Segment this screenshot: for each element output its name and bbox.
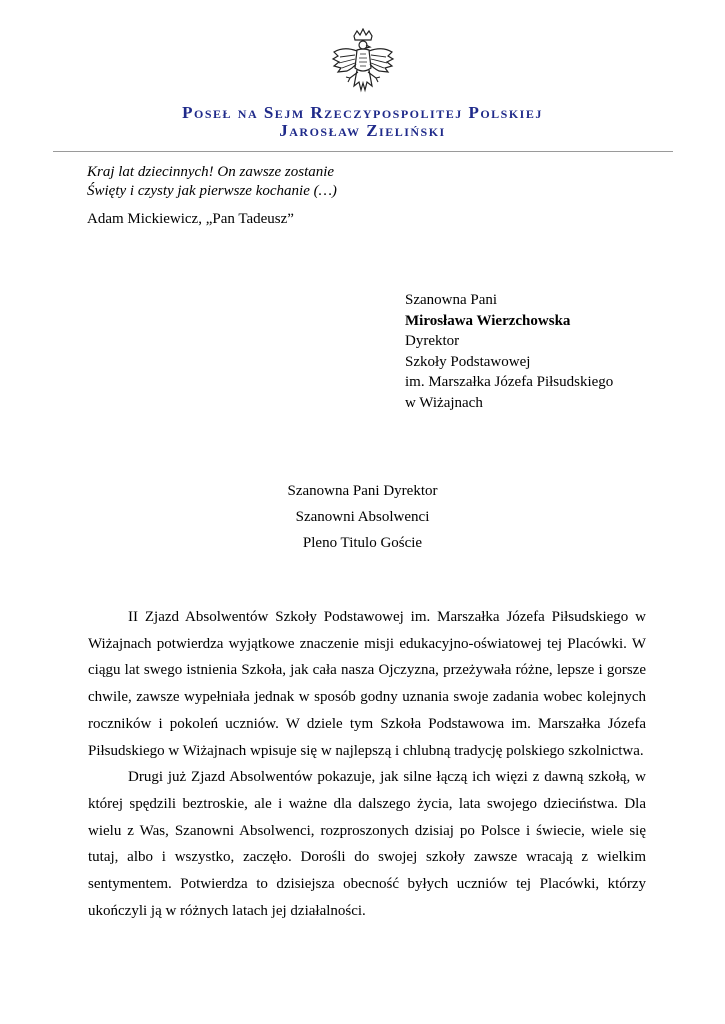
epigraph-line-1: Kraj lat dziecinnych! On zawsze zostanie: [87, 164, 335, 180]
addressee-institution: Szkoły Podstawowej: [405, 353, 531, 370]
salutation-block: [0, 478, 725, 556]
addressee-greeting: Szanowna Pani: [405, 292, 498, 308]
header-divider: [53, 151, 673, 152]
epigraph-line-2: Święty i czysty jak pierwsze kochanie (…): [87, 183, 337, 199]
addressee-block: [405, 290, 613, 414]
epigraph-author: Adam Mickiewicz, „Pan Tadeusz”: [87, 211, 294, 227]
polish-eagle-emblem-icon: [330, 28, 396, 100]
salutation-line-1: Szanowna Pani Dyrektor: [287, 483, 438, 499]
addressee-name: Mirosława Wierzchowska: [405, 312, 571, 329]
addressee-institution-patron: im. Marszałka Józefa Piłsudskiego: [405, 374, 614, 391]
letter-body: [88, 604, 646, 924]
header-title: Poseł na Sejm Rzeczypospolitej Polskiej: [182, 103, 543, 122]
addressee-location: w Wiżajnach: [405, 394, 483, 411]
body-paragraph-2: Drugi już Zjazd Absolwentów pokazuje, jak silne łączą ich więzi z dawną szkołą, w której spędzili beztroskie, ale i ważne dla dalszego życia, lata swojego dzieciństwa. Dla wielu z Was, Szanowni Absolwenci, rozproszonych dzisiaj po Polsce i świecie, wiele się tutaj, albo i wszystko, zaczęło. Dorośli do swojej szkoły zawsze wracają z wielkim sentymentem. Potwierdza to dzisiejsza obecność byłych uczniów tej Placówki, którzy ukończyli ją w różnych latach jej działalności.: [88, 769, 646, 919]
body-paragraph-1: II Zjazd Absolwentów Szkoły Podstawowej im. Marszałka Józefa Piłsudskiego w Wiżajnach potwierdza wyjątkowe znaczenie misji edukacyjno-oświatowej tej Placówki. W ciągu lat swego istnienia Szkoła, jak cała nasza Ojczyzna, przeżywała różne, lepsze i gorsze chwile, zawsze wypełniała jednak w sposób godny uznania swoje zadania wobec kolejnych roczników i pokoleń uczniów. W dziele tym Szkoła Podstawowa im. Marszałka Józefa Piłsudskiego w Wiżajnach wpisuje się w najlepszą i chlubną tradycję polskiego szkolnictwa.: [88, 609, 646, 759]
addressee-title: Dyrektor: [405, 333, 460, 350]
salutation-line-3: Pleno Titulo Goście: [302, 535, 423, 551]
header-name: Jarosław Zieliński: [279, 121, 446, 140]
salutation-line-2: Szanowni Absolwenci: [295, 509, 430, 525]
epigraph: [87, 163, 337, 201]
